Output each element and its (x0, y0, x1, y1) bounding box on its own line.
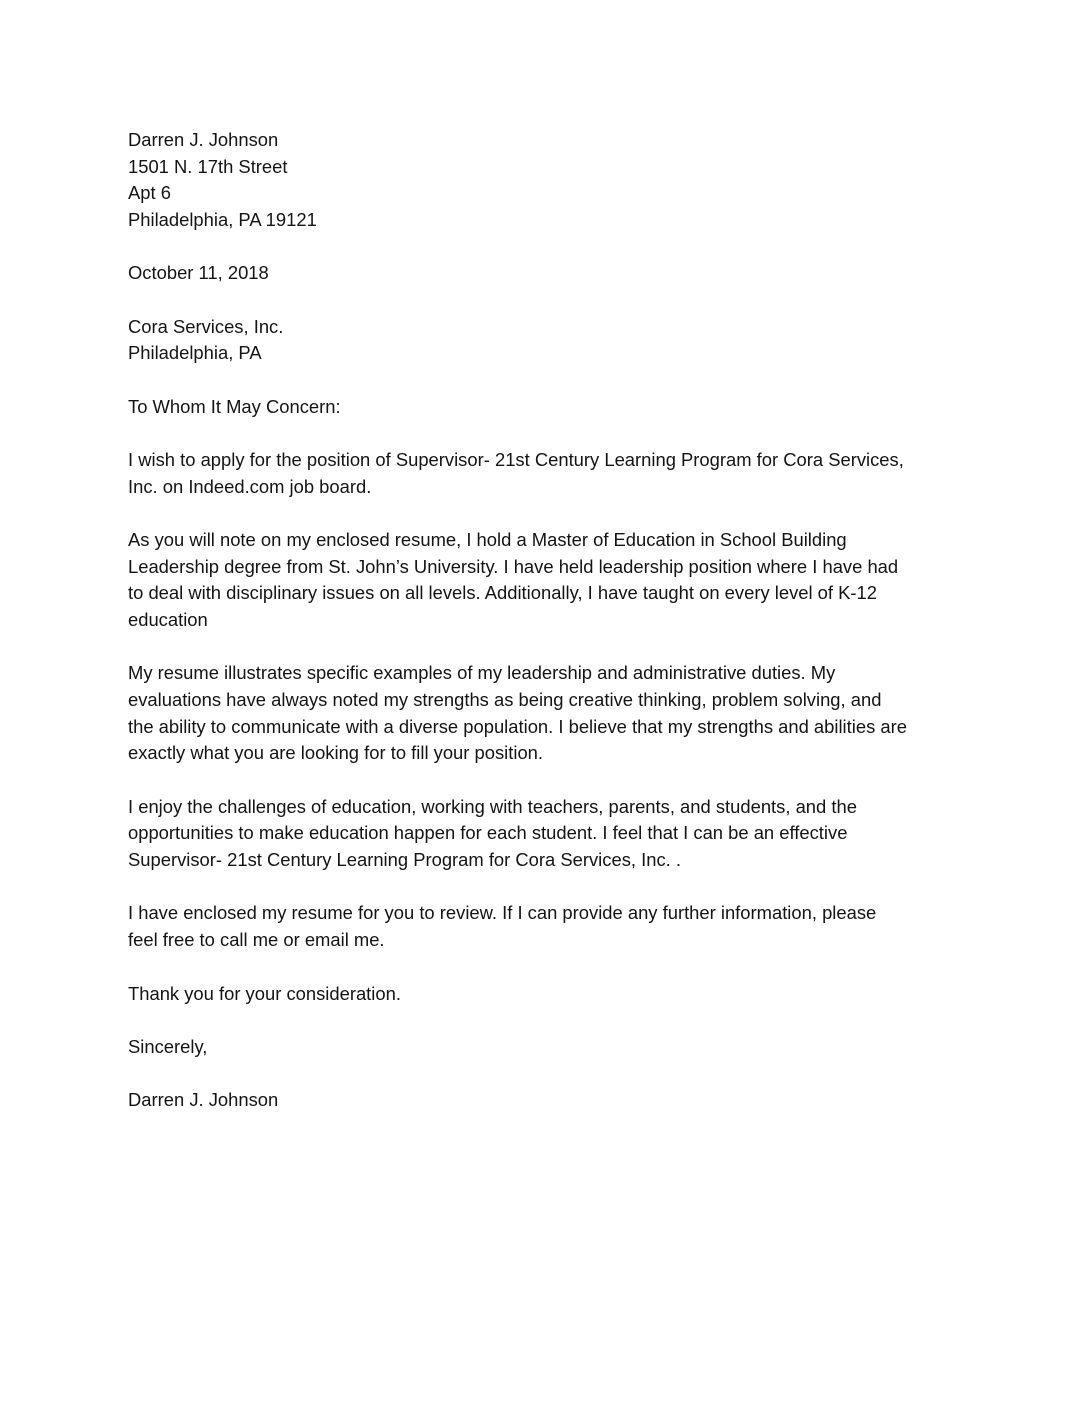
sender-city-state-zip: Philadelphia, PA 19121 (128, 209, 317, 230)
signature: Darren J. Johnson (128, 1089, 279, 1110)
paragraph-line: education (128, 609, 208, 630)
sender-apt: Apt 6 (128, 182, 171, 203)
paragraph-line: the ability to communicate with a diverse population. I believe that my strengths and abilities are (128, 716, 907, 737)
paragraph-line: As you will note on my enclosed resume, I hold a Master of Education in School Building (128, 529, 847, 550)
paragraph-line: feel free to call me or email me. (128, 929, 385, 950)
paragraph-line: opportunities to make education happen for each student. I feel that I can be an effective (128, 822, 848, 843)
paragraph-line: Leadership degree from St. John’s University. I have held leadership position where I have had (128, 556, 899, 577)
paragraph-line: Supervisor- 21st Century Learning Program for Cora Services, Inc. . (128, 849, 681, 870)
paragraph-line: exactly what you are looking for to fill your position. (128, 742, 544, 763)
paragraph-line: Thank you for your consideration. (128, 983, 401, 1004)
paragraph-line: Inc. on Indeed.com job board. (128, 476, 372, 497)
paragraph-line: I wish to apply for the position of Supervisor- 21st Century Learning Program for Cora Services, (128, 449, 904, 470)
salutation: To Whom It May Concern: (128, 396, 341, 417)
paragraph-line: evaluations have always noted my strengths as being creative thinking, problem solving, and (128, 689, 882, 710)
paragraph-line: I enjoy the challenges of education, working with teachers, parents, and students, and the (128, 796, 857, 817)
paragraph-line: My resume illustrates specific examples of my leadership and administrative duties. My (128, 662, 836, 683)
closing: Sincerely, (128, 1036, 208, 1057)
paragraph-line: I have enclosed my resume for you to review. If I can provide any further information, please (128, 902, 877, 923)
recipient-city-state: Philadelphia, PA (128, 342, 262, 363)
recipient-company: Cora Services, Inc. (128, 316, 284, 337)
sender-street: 1501 N. 17th Street (128, 156, 288, 177)
letter-date: October 11, 2018 (128, 262, 269, 283)
sender-name: Darren J. Johnson (128, 129, 279, 150)
paragraph-line: to deal with disciplinary issues on all levels. Additionally, I have taught on every level of K-12 (128, 582, 877, 603)
